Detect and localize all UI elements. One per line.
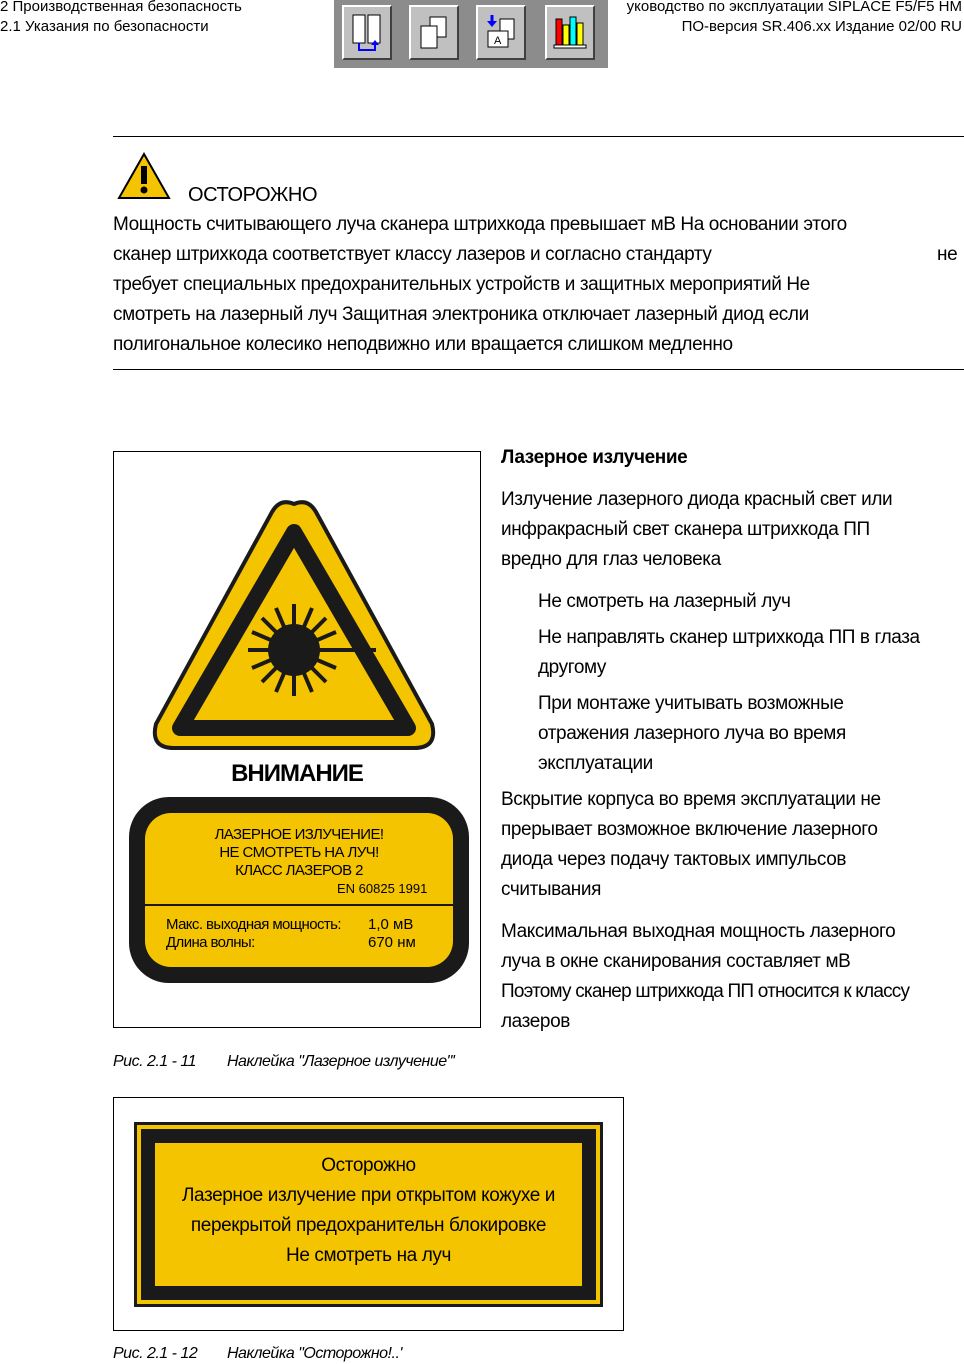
contents-button[interactable] [342, 5, 392, 60]
label-line: НЕ СМОТРЕТЬ НА ЛУЧ! [219, 844, 379, 861]
label-standard: EN 60825 1991 [337, 881, 428, 896]
paragraph-line: Максимальная выходная мощность лазерного [501, 921, 896, 942]
version-info: ПО-версия SR.406.xx Издание 02/00 RU [681, 18, 962, 35]
contents-icon [344, 7, 390, 58]
label-line: ЛАЗЕРНОЕ ИЗЛУЧЕНИЕ! [214, 826, 384, 843]
warning-triangle-icon [117, 152, 171, 200]
pages-button[interactable] [409, 5, 459, 60]
paragraph-line: лазеров [501, 1011, 570, 1032]
paragraph-line: прерывает возможное включение лазерного [501, 819, 878, 840]
manual-title: уководство по эксплуатации SIPLACE F5/F5 HM [626, 0, 962, 15]
paragraph-line: инфракрасный свет сканера штрихкода ПП [501, 519, 870, 540]
section-heading: Лазерное излучение [501, 447, 688, 468]
sticker-line: Осторожно [321, 1154, 416, 1176]
caution-line: требует специальных предохранительных устройств и защитных мероприятий Не [113, 274, 810, 295]
divider [113, 369, 964, 370]
paragraph-line: Вскрытие корпуса во время эксплуатации не [501, 789, 881, 810]
caution-line: Мощность считывающего луча сканера штрихкода превышает мВ На основании этого [113, 214, 847, 235]
library-icon [547, 7, 593, 58]
wavelength-value: 670 нм [368, 934, 416, 951]
caution-sticker [134, 1122, 603, 1307]
search-button[interactable] [476, 5, 526, 60]
library-button[interactable] [545, 5, 595, 60]
sticker-line: Лазерное излучение при открытом кожухе и [181, 1184, 556, 1206]
figure-caption: Наклейка "Лазерное излучение"' [227, 1053, 455, 1070]
list-item: При монтаже учитывать возможные [538, 693, 844, 714]
caution-line: сканер штрихкода соответствует классу лазеров и согласно стандарту [113, 244, 712, 265]
laser-hazard-icon [150, 498, 438, 752]
pages-icon [411, 7, 457, 58]
caution-label-figure [113, 1097, 624, 1331]
list-item: другому [538, 657, 606, 678]
list-item: отражения лазерного луча во время [538, 723, 846, 744]
list-item: эксплуатации [538, 753, 653, 774]
search-icon [478, 7, 524, 58]
caution-title: ОСТОРОЖНО [188, 184, 318, 206]
power-value: 1,0 мВ [368, 916, 414, 933]
label-warning-heading: ВНИМАНИЕ [231, 760, 363, 787]
navigation-toolbar [334, 0, 608, 68]
paragraph-line: вредно для глаз человека [501, 549, 721, 570]
figure-number: Рис. 2.1 - 11 [113, 1053, 197, 1070]
figure-caption: Наклейка "Осторожно!..' [227, 1345, 402, 1362]
power-label: Макс. выходная мощность: [166, 916, 341, 933]
paragraph-line: Излучение лазерного диода красный свет или [501, 489, 893, 510]
figure-number: Рис. 2.1 - 12 [113, 1345, 198, 1362]
caution-line-end: не [937, 244, 958, 265]
list-item: Не направлять сканер штрихкода ПП в глаза [538, 627, 920, 648]
wavelength-label: Длина волны: [166, 934, 255, 951]
caution-line: смотреть на лазерный луч Защитная электроника отключает лазерный диод если [113, 304, 809, 325]
sticker-line: Не смотреть на луч [286, 1244, 451, 1266]
svg-text:A: A [494, 35, 502, 47]
paragraph-line: диода через подачу тактовых импульсов [501, 849, 847, 870]
label-line: КЛАСС ЛАЗЕРОВ 2 [235, 862, 363, 879]
section-title: 2.1 Указания по безопасности [0, 18, 209, 35]
paragraph-line: луча в окне сканирования составляет мВ [501, 951, 851, 972]
laser-label-figure [113, 451, 481, 1028]
chapter-title: 2 Производственная безопасность [0, 0, 242, 15]
divider [113, 136, 964, 137]
laser-info-plate [129, 797, 469, 983]
paragraph-line: считывания [501, 879, 601, 900]
paragraph-line: Поэтому сканер штрихкода ПП относится к классу [501, 981, 910, 1002]
caution-line: полигональное колесико неподвижно или вращается слишком медленно [113, 334, 733, 355]
list-item: Не смотреть на лазерный луч [538, 591, 791, 612]
sticker-line: перекрытой предохранительн блокировке [190, 1214, 547, 1236]
